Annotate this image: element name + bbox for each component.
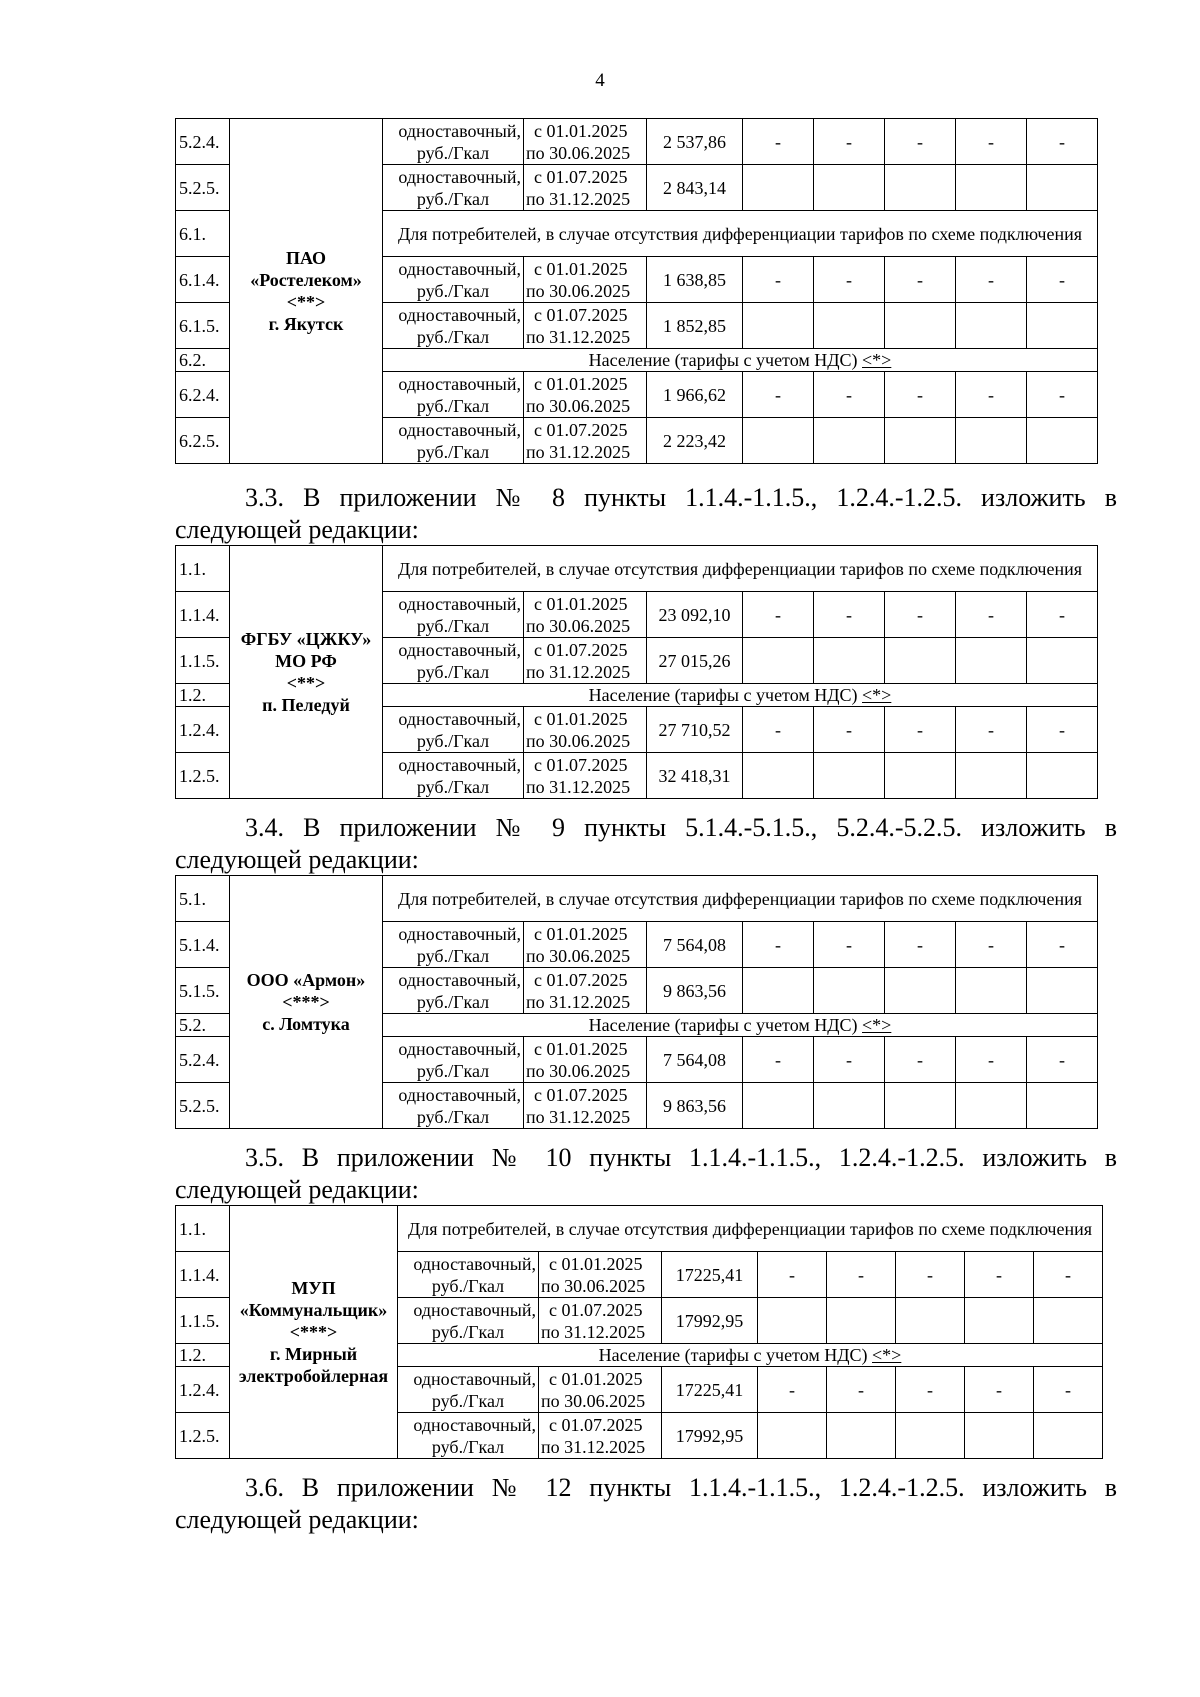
dash-cell: - bbox=[885, 1037, 956, 1083]
empty-cell bbox=[743, 303, 814, 349]
tariff-unit: руб./Гкал bbox=[416, 280, 490, 301]
empty-cell bbox=[965, 1298, 1034, 1344]
tariff-type-label: одноставочный, bbox=[398, 923, 521, 944]
row-number: 5.2.4. bbox=[176, 119, 230, 165]
tariff-value: 9 863,56 bbox=[647, 968, 743, 1014]
row-number: 6.2.4. bbox=[176, 372, 230, 418]
tariff-table-kommunalshchik bbox=[175, 1205, 1103, 1459]
empty-cell bbox=[758, 1298, 827, 1344]
dash-cell: - bbox=[1027, 707, 1098, 753]
period-cell bbox=[524, 119, 647, 165]
paragraph-3-4: 3.4. В приложении № 9 пункты 5.1.4.-5.1.5., 5.2.4.-5.2.5. изложить в следующей редакции: bbox=[175, 813, 1117, 874]
dash-cell: - bbox=[956, 592, 1027, 638]
tariff-type bbox=[383, 922, 524, 968]
paragraph-3-3: 3.3. В приложении № 8 пункты 1.1.4.-1.1.5., 1.2.4.-1.2.5. изложить в следующей редакции: bbox=[175, 483, 1117, 544]
period-from: с 01.07.2025 bbox=[534, 419, 628, 440]
empty-cell bbox=[956, 753, 1027, 799]
empty-cell bbox=[814, 1083, 885, 1129]
row-number: 5.1. bbox=[176, 876, 230, 922]
tariff-unit: руб./Гкал bbox=[416, 991, 490, 1012]
tariff-type bbox=[383, 165, 524, 211]
tariff-unit: руб./Гкал bbox=[416, 1106, 490, 1127]
period-to: по 31.12.2025 bbox=[541, 1321, 646, 1342]
organization-line: с. Ломтука bbox=[262, 1014, 350, 1034]
empty-cell bbox=[814, 165, 885, 211]
tariff-value: 17225,41 bbox=[662, 1367, 758, 1413]
dash-cell: - bbox=[956, 707, 1027, 753]
dash-cell: - bbox=[885, 257, 956, 303]
dash-cell: - bbox=[956, 119, 1027, 165]
row-number: 1.1.4. bbox=[176, 592, 230, 638]
dash-cell: - bbox=[743, 257, 814, 303]
dash-cell: - bbox=[885, 707, 956, 753]
empty-cell bbox=[956, 303, 1027, 349]
empty-cell bbox=[814, 968, 885, 1014]
dash-cell: - bbox=[1027, 257, 1098, 303]
dash-cell: - bbox=[758, 1367, 827, 1413]
empty-cell bbox=[885, 165, 956, 211]
organization-line: г. Мирный bbox=[269, 1344, 358, 1364]
tariff-type-label: одноставочный, bbox=[398, 1038, 521, 1059]
tariff-type bbox=[398, 1367, 539, 1413]
dash-cell: - bbox=[956, 257, 1027, 303]
organization-line: <**> bbox=[286, 673, 326, 693]
empty-cell bbox=[743, 418, 814, 464]
dash-cell: - bbox=[965, 1252, 1034, 1298]
empty-cell bbox=[885, 1083, 956, 1129]
empty-cell bbox=[885, 968, 956, 1014]
dash-cell: - bbox=[743, 707, 814, 753]
period-cell bbox=[524, 638, 647, 684]
tariff-table-rostelecom bbox=[175, 118, 1098, 464]
organization-line: <***> bbox=[289, 1322, 338, 1342]
empty-cell bbox=[814, 303, 885, 349]
period-to: по 31.12.2025 bbox=[526, 441, 631, 462]
period-from: с 01.01.2025 bbox=[534, 258, 628, 279]
tariff-type bbox=[383, 968, 524, 1014]
period-from: с 01.07.2025 bbox=[549, 1414, 643, 1435]
paragraph-3-5: 3.5. В приложении № 10 пункты 1.1.4.-1.1.5., 1.2.4.-1.2.5. изложить в следующей редакции: bbox=[175, 1143, 1117, 1204]
period-to: по 31.12.2025 bbox=[526, 1106, 631, 1127]
tariff-type-label: одноставочный, bbox=[398, 166, 521, 187]
period-cell bbox=[524, 257, 647, 303]
tariff-unit: руб./Гкал bbox=[431, 1390, 505, 1411]
tariff-type-label: одноставочный, bbox=[398, 754, 521, 775]
row-number: 5.1.5. bbox=[176, 968, 230, 1014]
tariff-type-label: одноставочный, bbox=[413, 1253, 536, 1274]
empty-cell bbox=[814, 638, 885, 684]
tariff-value: 2 537,86 bbox=[647, 119, 743, 165]
row-number: 5.2. bbox=[176, 1014, 230, 1037]
empty-cell bbox=[814, 753, 885, 799]
footnote-link[interactable]: <*> bbox=[862, 685, 892, 705]
organization-line: ПАО bbox=[285, 248, 327, 268]
empty-cell bbox=[743, 638, 814, 684]
tariff-type-label: одноставочный, bbox=[398, 969, 521, 990]
paragraph-3-6: 3.6. В приложении № 12 пункты 1.1.4.-1.1.5., 1.2.4.-1.2.5. изложить в следующей редакции: bbox=[175, 1473, 1117, 1534]
period-to: по 31.12.2025 bbox=[541, 1436, 646, 1457]
row-number: 6.1. bbox=[176, 211, 230, 257]
period-cell bbox=[524, 753, 647, 799]
dash-cell: - bbox=[896, 1252, 965, 1298]
population-header bbox=[383, 1014, 1098, 1037]
empty-cell bbox=[885, 753, 956, 799]
period-to: по 31.12.2025 bbox=[526, 661, 631, 682]
period-to: по 31.12.2025 bbox=[526, 326, 631, 347]
tariff-type-label: одноставочный, bbox=[398, 639, 521, 660]
tariff-type-label: одноставочный, bbox=[398, 304, 521, 325]
tariff-value: 32 418,31 bbox=[647, 753, 743, 799]
tariff-value: 1 852,85 bbox=[647, 303, 743, 349]
tariff-value: 27 015,26 bbox=[647, 638, 743, 684]
row-number: 1.2.4. bbox=[176, 707, 230, 753]
dash-cell: - bbox=[758, 1252, 827, 1298]
period-from: с 01.07.2025 bbox=[534, 1084, 628, 1105]
tariff-value: 17225,41 bbox=[662, 1252, 758, 1298]
dash-cell: - bbox=[814, 257, 885, 303]
period-cell bbox=[524, 418, 647, 464]
row-number: 1.2.5. bbox=[176, 1413, 230, 1459]
period-from: с 01.01.2025 bbox=[534, 1038, 628, 1059]
period-from: с 01.07.2025 bbox=[549, 1299, 643, 1320]
empty-cell bbox=[1034, 1298, 1103, 1344]
organization-line: МУП bbox=[291, 1278, 336, 1298]
dash-cell: - bbox=[896, 1367, 965, 1413]
organization-cell bbox=[230, 546, 383, 799]
dash-cell: - bbox=[814, 922, 885, 968]
tariff-type-label: одноставочный, bbox=[413, 1368, 536, 1389]
period-cell bbox=[524, 303, 647, 349]
empty-cell bbox=[1027, 1083, 1098, 1129]
organization-line: МО РФ bbox=[275, 651, 337, 671]
tariff-unit: руб./Гкал bbox=[431, 1275, 505, 1296]
tariff-type bbox=[383, 257, 524, 303]
period-to: по 30.06.2025 bbox=[526, 142, 631, 163]
dash-cell: - bbox=[885, 119, 956, 165]
tariff-unit: руб./Гкал bbox=[416, 945, 490, 966]
dash-cell: - bbox=[956, 922, 1027, 968]
dash-cell: - bbox=[1027, 922, 1098, 968]
empty-cell bbox=[1027, 753, 1098, 799]
population-header bbox=[383, 684, 1098, 707]
table-row bbox=[176, 1206, 1103, 1252]
section-header: Для потребителей, в случае отсутствия дифференциации тарифов по схеме подключения bbox=[398, 1206, 1103, 1252]
period-cell bbox=[524, 372, 647, 418]
row-number: 1.2.4. bbox=[176, 1367, 230, 1413]
dash-cell: - bbox=[1027, 592, 1098, 638]
tariff-unit: руб./Гкал bbox=[416, 615, 490, 636]
period-from: с 01.01.2025 bbox=[534, 120, 628, 141]
dash-cell: - bbox=[814, 592, 885, 638]
tariff-type bbox=[383, 638, 524, 684]
empty-cell bbox=[1027, 418, 1098, 464]
empty-cell bbox=[956, 165, 1027, 211]
tariff-type-label: одноставочный, bbox=[398, 120, 521, 141]
empty-cell bbox=[1027, 638, 1098, 684]
empty-cell bbox=[1027, 303, 1098, 349]
population-label: Население (тарифы с учетом НДС) bbox=[598, 1345, 873, 1365]
tariff-type-label: одноставочный, bbox=[398, 1084, 521, 1105]
tariff-type-label: одноставочный, bbox=[398, 708, 521, 729]
tariff-type bbox=[398, 1252, 539, 1298]
row-number: 1.1. bbox=[176, 546, 230, 592]
footnote-link[interactable]: <*> bbox=[862, 1015, 892, 1035]
empty-cell bbox=[885, 638, 956, 684]
footnote-link[interactable]: <*> bbox=[862, 350, 892, 370]
period-to: по 31.12.2025 bbox=[526, 991, 631, 1012]
tariff-type bbox=[383, 1083, 524, 1129]
empty-cell bbox=[743, 753, 814, 799]
dash-cell: - bbox=[743, 119, 814, 165]
population-header bbox=[383, 349, 1098, 372]
row-number: 5.2.4. bbox=[176, 1037, 230, 1083]
tariff-type-label: одноставочный, bbox=[413, 1414, 536, 1435]
dash-cell: - bbox=[956, 1037, 1027, 1083]
organization-cell bbox=[230, 1206, 398, 1459]
row-number: 1.1.5. bbox=[176, 1298, 230, 1344]
dash-cell: - bbox=[1027, 119, 1098, 165]
empty-cell bbox=[743, 968, 814, 1014]
organization-cell bbox=[230, 876, 383, 1129]
tariff-table-armon bbox=[175, 875, 1098, 1129]
tariff-type bbox=[398, 1413, 539, 1459]
row-number: 6.1.4. bbox=[176, 257, 230, 303]
section-header: Для потребителей, в случае отсутствия дифференциации тарифов по схеме подключения bbox=[383, 211, 1098, 257]
dash-cell: - bbox=[814, 1037, 885, 1083]
section-header: Для потребителей, в случае отсутствия дифференциации тарифов по схеме подключения bbox=[383, 546, 1098, 592]
period-cell bbox=[524, 165, 647, 211]
empty-cell bbox=[885, 418, 956, 464]
tariff-type-label: одноставочный, bbox=[398, 258, 521, 279]
tariff-type bbox=[383, 303, 524, 349]
dash-cell: - bbox=[743, 1037, 814, 1083]
organization-cell bbox=[230, 119, 383, 464]
page-number: 4 bbox=[595, 70, 605, 91]
period-from: с 01.07.2025 bbox=[534, 639, 628, 660]
organization-line: ФГБУ «ЦЖКУ» bbox=[240, 629, 372, 649]
period-to: по 30.06.2025 bbox=[541, 1275, 646, 1296]
tariff-value: 17992,95 bbox=[662, 1413, 758, 1459]
tariff-type bbox=[383, 592, 524, 638]
tariff-unit: руб./Гкал bbox=[416, 142, 490, 163]
table-row bbox=[176, 119, 1098, 165]
row-number: 1.1.5. bbox=[176, 638, 230, 684]
organization-line: <***> bbox=[282, 992, 330, 1012]
organization-line: «Ростелеком» bbox=[250, 270, 362, 290]
tariff-value: 2 223,42 bbox=[647, 418, 743, 464]
tariff-type bbox=[383, 119, 524, 165]
dash-cell: - bbox=[1027, 372, 1098, 418]
period-to: по 31.12.2025 bbox=[526, 776, 631, 797]
dash-cell: - bbox=[1034, 1367, 1103, 1413]
period-from: с 01.01.2025 bbox=[549, 1368, 643, 1389]
row-number: 6.2. bbox=[176, 349, 230, 372]
tariff-value: 23 092,10 bbox=[647, 592, 743, 638]
empty-cell bbox=[956, 968, 1027, 1014]
tariff-value: 2 843,14 bbox=[647, 165, 743, 211]
tariff-type-label: одноставочный, bbox=[398, 419, 521, 440]
empty-cell bbox=[965, 1413, 1034, 1459]
population-label: Население (тарифы с учетом НДС) bbox=[588, 1015, 863, 1035]
empty-cell bbox=[956, 638, 1027, 684]
tariff-unit: руб./Гкал bbox=[416, 776, 490, 797]
tariff-type-label: одноставочный, bbox=[398, 373, 521, 394]
period-to: по 30.06.2025 bbox=[526, 945, 631, 966]
empty-cell bbox=[743, 1083, 814, 1129]
organization-line: ООО «Армон» bbox=[246, 970, 366, 990]
tariff-unit: руб./Гкал bbox=[416, 395, 490, 416]
row-number: 6.1.5. bbox=[176, 303, 230, 349]
empty-cell bbox=[814, 418, 885, 464]
period-from: с 01.01.2025 bbox=[534, 373, 628, 394]
dash-cell: - bbox=[827, 1367, 896, 1413]
period-from: с 01.07.2025 bbox=[534, 304, 628, 325]
tariff-unit: руб./Гкал bbox=[431, 1436, 505, 1457]
period-cell bbox=[524, 1083, 647, 1129]
period-to: по 30.06.2025 bbox=[526, 395, 631, 416]
tariff-type bbox=[383, 372, 524, 418]
dash-cell: - bbox=[885, 922, 956, 968]
dash-cell: - bbox=[743, 592, 814, 638]
dash-cell: - bbox=[956, 372, 1027, 418]
empty-cell bbox=[896, 1413, 965, 1459]
tariff-type bbox=[383, 1037, 524, 1083]
period-cell bbox=[524, 707, 647, 753]
empty-cell bbox=[827, 1298, 896, 1344]
period-cell bbox=[539, 1367, 662, 1413]
tariff-unit: руб./Гкал bbox=[416, 1060, 490, 1081]
tariff-value: 27 710,52 bbox=[647, 707, 743, 753]
empty-cell bbox=[827, 1413, 896, 1459]
empty-cell bbox=[1027, 968, 1098, 1014]
tariff-value: 9 863,56 bbox=[647, 1083, 743, 1129]
period-from: с 01.01.2025 bbox=[549, 1253, 643, 1274]
organization-line: электробойлерная bbox=[238, 1366, 389, 1386]
period-cell bbox=[539, 1252, 662, 1298]
tariff-unit: руб./Гкал bbox=[431, 1321, 505, 1342]
period-from: с 01.07.2025 bbox=[534, 969, 628, 990]
dash-cell: - bbox=[814, 119, 885, 165]
period-to: по 30.06.2025 bbox=[526, 730, 631, 751]
empty-cell bbox=[1027, 165, 1098, 211]
organization-line: «Коммунальщик» bbox=[239, 1300, 388, 1320]
period-cell bbox=[524, 1037, 647, 1083]
tariff-unit: руб./Гкал bbox=[416, 188, 490, 209]
row-number: 5.2.5. bbox=[176, 165, 230, 211]
row-number: 1.2. bbox=[176, 684, 230, 707]
tariff-unit: руб./Гкал bbox=[416, 661, 490, 682]
period-to: по 30.06.2025 bbox=[541, 1390, 646, 1411]
dash-cell: - bbox=[885, 372, 956, 418]
period-to: по 30.06.2025 bbox=[526, 1060, 631, 1081]
dash-cell: - bbox=[814, 372, 885, 418]
period-to: по 30.06.2025 bbox=[526, 615, 631, 636]
row-number: 1.2.5. bbox=[176, 753, 230, 799]
row-number: 5.2.5. bbox=[176, 1083, 230, 1129]
tariff-type bbox=[383, 707, 524, 753]
tariff-unit: руб./Гкал bbox=[416, 326, 490, 347]
period-to: по 31.12.2025 bbox=[526, 188, 631, 209]
tariff-value: 17992,95 bbox=[662, 1298, 758, 1344]
empty-cell bbox=[885, 303, 956, 349]
tariff-type bbox=[383, 753, 524, 799]
dash-cell: - bbox=[1034, 1252, 1103, 1298]
tariff-type bbox=[383, 418, 524, 464]
tariff-value: 1 638,85 bbox=[647, 257, 743, 303]
row-number: 5.1.4. bbox=[176, 922, 230, 968]
tariff-value: 1 966,62 bbox=[647, 372, 743, 418]
empty-cell bbox=[1034, 1413, 1103, 1459]
dash-cell: - bbox=[827, 1252, 896, 1298]
population-label: Население (тарифы с учетом НДС) bbox=[588, 350, 863, 370]
table-row bbox=[176, 546, 1098, 592]
tariff-type-label: одноставочный, bbox=[413, 1299, 536, 1320]
tariff-unit: руб./Гкал bbox=[416, 441, 490, 462]
dash-cell: - bbox=[965, 1367, 1034, 1413]
table-row bbox=[176, 876, 1098, 922]
empty-cell bbox=[956, 418, 1027, 464]
footnote-link[interactable]: <*> bbox=[872, 1345, 902, 1365]
period-from: с 01.07.2025 bbox=[534, 754, 628, 775]
dash-cell: - bbox=[1027, 1037, 1098, 1083]
organization-line: г. Якутск bbox=[268, 314, 344, 334]
period-cell bbox=[539, 1298, 662, 1344]
empty-cell bbox=[743, 165, 814, 211]
dash-cell: - bbox=[814, 707, 885, 753]
period-from: с 01.07.2025 bbox=[534, 166, 628, 187]
period-from: с 01.01.2025 bbox=[534, 708, 628, 729]
organization-line: <**> bbox=[286, 292, 326, 312]
population-header bbox=[398, 1344, 1103, 1367]
dash-cell: - bbox=[743, 372, 814, 418]
period-to: по 30.06.2025 bbox=[526, 280, 631, 301]
empty-cell bbox=[956, 1083, 1027, 1129]
tariff-unit: руб./Гкал bbox=[416, 730, 490, 751]
period-from: с 01.01.2025 bbox=[534, 593, 628, 614]
organization-line: п. Пеледуй bbox=[262, 695, 350, 715]
dash-cell: - bbox=[743, 922, 814, 968]
row-number: 6.2.5. bbox=[176, 418, 230, 464]
row-number: 1.1.4. bbox=[176, 1252, 230, 1298]
population-label: Население (тарифы с учетом НДС) bbox=[588, 685, 863, 705]
tariff-value: 7 564,08 bbox=[647, 922, 743, 968]
tariff-type bbox=[398, 1298, 539, 1344]
dash-cell: - bbox=[885, 592, 956, 638]
period-cell bbox=[524, 968, 647, 1014]
tariff-type-label: одноставочный, bbox=[398, 593, 521, 614]
section-header: Для потребителей, в случае отсутствия дифференциации тарифов по схеме подключения bbox=[383, 876, 1098, 922]
row-number: 1.1. bbox=[176, 1206, 230, 1252]
tariff-value: 7 564,08 bbox=[647, 1037, 743, 1083]
empty-cell bbox=[758, 1413, 827, 1459]
tariff-table-fgbu-tszhku bbox=[175, 545, 1098, 799]
period-cell bbox=[539, 1413, 662, 1459]
empty-cell bbox=[896, 1298, 965, 1344]
period-cell bbox=[524, 922, 647, 968]
period-from: с 01.01.2025 bbox=[534, 923, 628, 944]
row-number: 1.2. bbox=[176, 1344, 230, 1367]
period-cell bbox=[524, 592, 647, 638]
